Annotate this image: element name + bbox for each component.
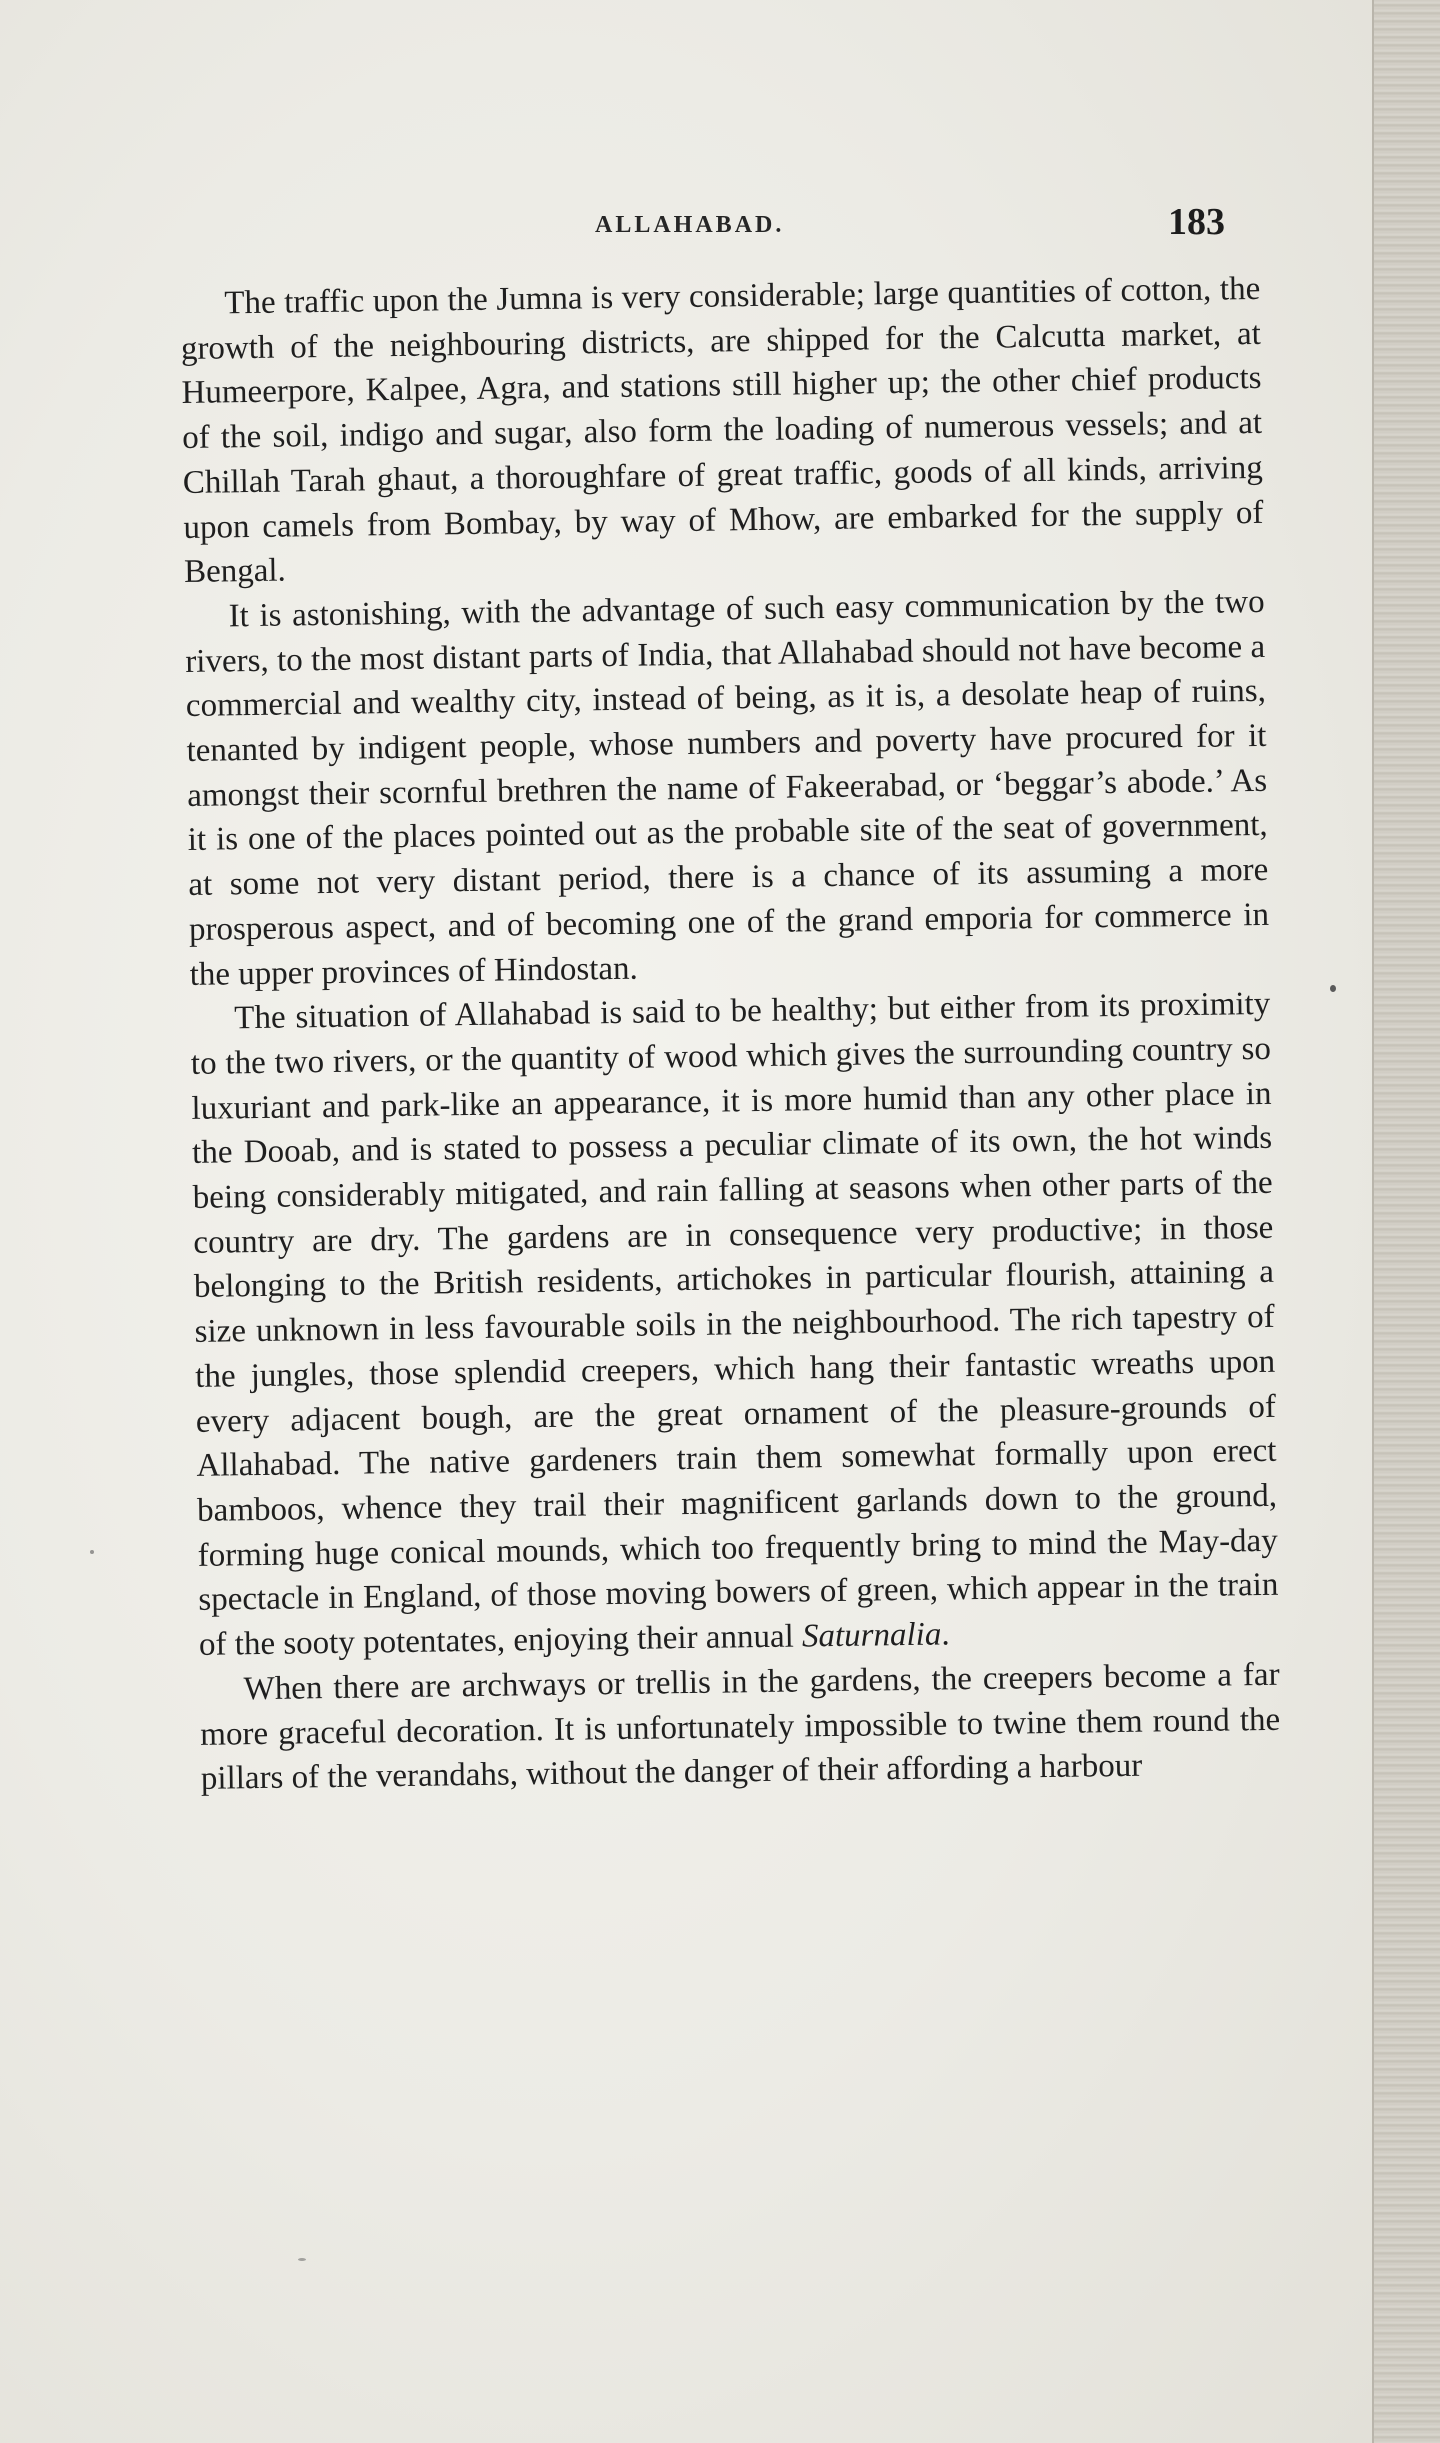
page-header [0, 200, 1372, 260]
paper-speck [90, 1550, 94, 1554]
running-head: ALLAHABAD. [595, 212, 785, 238]
paper-speck [1330, 985, 1336, 992]
paragraph-climate-gardens [190, 982, 1279, 1668]
page-number: 183 [1168, 201, 1225, 243]
paragraph-climate-text: The situation of Allahabad is said to be healthy; but either from its proximity to the two rivers, or the quantity of wood which gives the surrounding country so luxuriant and park-like an appearance, it is more humid than any other place in the Dooab, and is stated to possess a peculiar climate of its own, the hot winds being considerably mitigated, and rain falling at seasons when other parts of the country are dry. The gardens are in consequence very productive; in those belonging to the British residents, artichokes in particular flourish, attaining a size unknown in less favourable soils in the neighbourhood. The rich tapestry of the jungles, those splendid creepers, which hang their fantastic wreaths upon every adjacent bough, are the great ornament of the pleasure-grounds of Allahabad. The native gardeners train them somewhat formally upon erect bamboos, whence they trail their magnificent garlands down to the ground, forming huge conical mounds, which too frequently bring to mind the May-day spectacle in England, of those moving bowers of green, which appear in the train of the sooty potentates, enjoying their annual [190, 986, 1279, 1663]
paragraph-jumna-traffic: The traffic upon the Jumna is very considerable; large quantities of cotton, the growth of the neighbouring districts, are shipped for the Calcutta market, at Humeerpore, Kalpee, Agra, and stations still higher up; the other chief products of the soil, indigo and sugar, also form the loading of numerous vessels; and at Chillah Tarah ghaut, a thoroughfare of great traffic, goods of all kinds, arriving upon camels from Bombay, by way of Mhow, are embarked for the supply of Bengal. [180, 270, 1264, 591]
paragraph-climate-end: . [941, 1616, 950, 1653]
paper-speck [298, 2258, 306, 2261]
saturnalia-italic: Saturnalia [801, 1616, 942, 1655]
paragraph-archways: When there are archways or trellis in the gardens, the creepers become a far more graceful decoration. It is unfortunately impossible to twine them round the pillars of the verandahs, without the danger of their affording a harbour [200, 1656, 1281, 1798]
page-edge [1372, 0, 1440, 2443]
paragraph-allahabad-commerce: It is astonishing, with the advantage of such easy communication by the two rivers, to the most distant parts of India, that Allahabad should not have become a commercial and wealthy city, instead of being, as it is, a desolate heap of ruins, tenanted by indigent people, whose numbers and poverty have procured for it amongst their scornful brethren the name of Fakeerabad, or ‘beggar’s abode.’ As it is one of the places pointed out as the probable site of the seat of government, at some not very distant period, there is a chance of its assuming a more prosperous aspect, and of becoming one of the grand emporia for commerce in the upper provinces of Hindostan. [185, 583, 1270, 993]
body-text [180, 267, 1281, 1802]
